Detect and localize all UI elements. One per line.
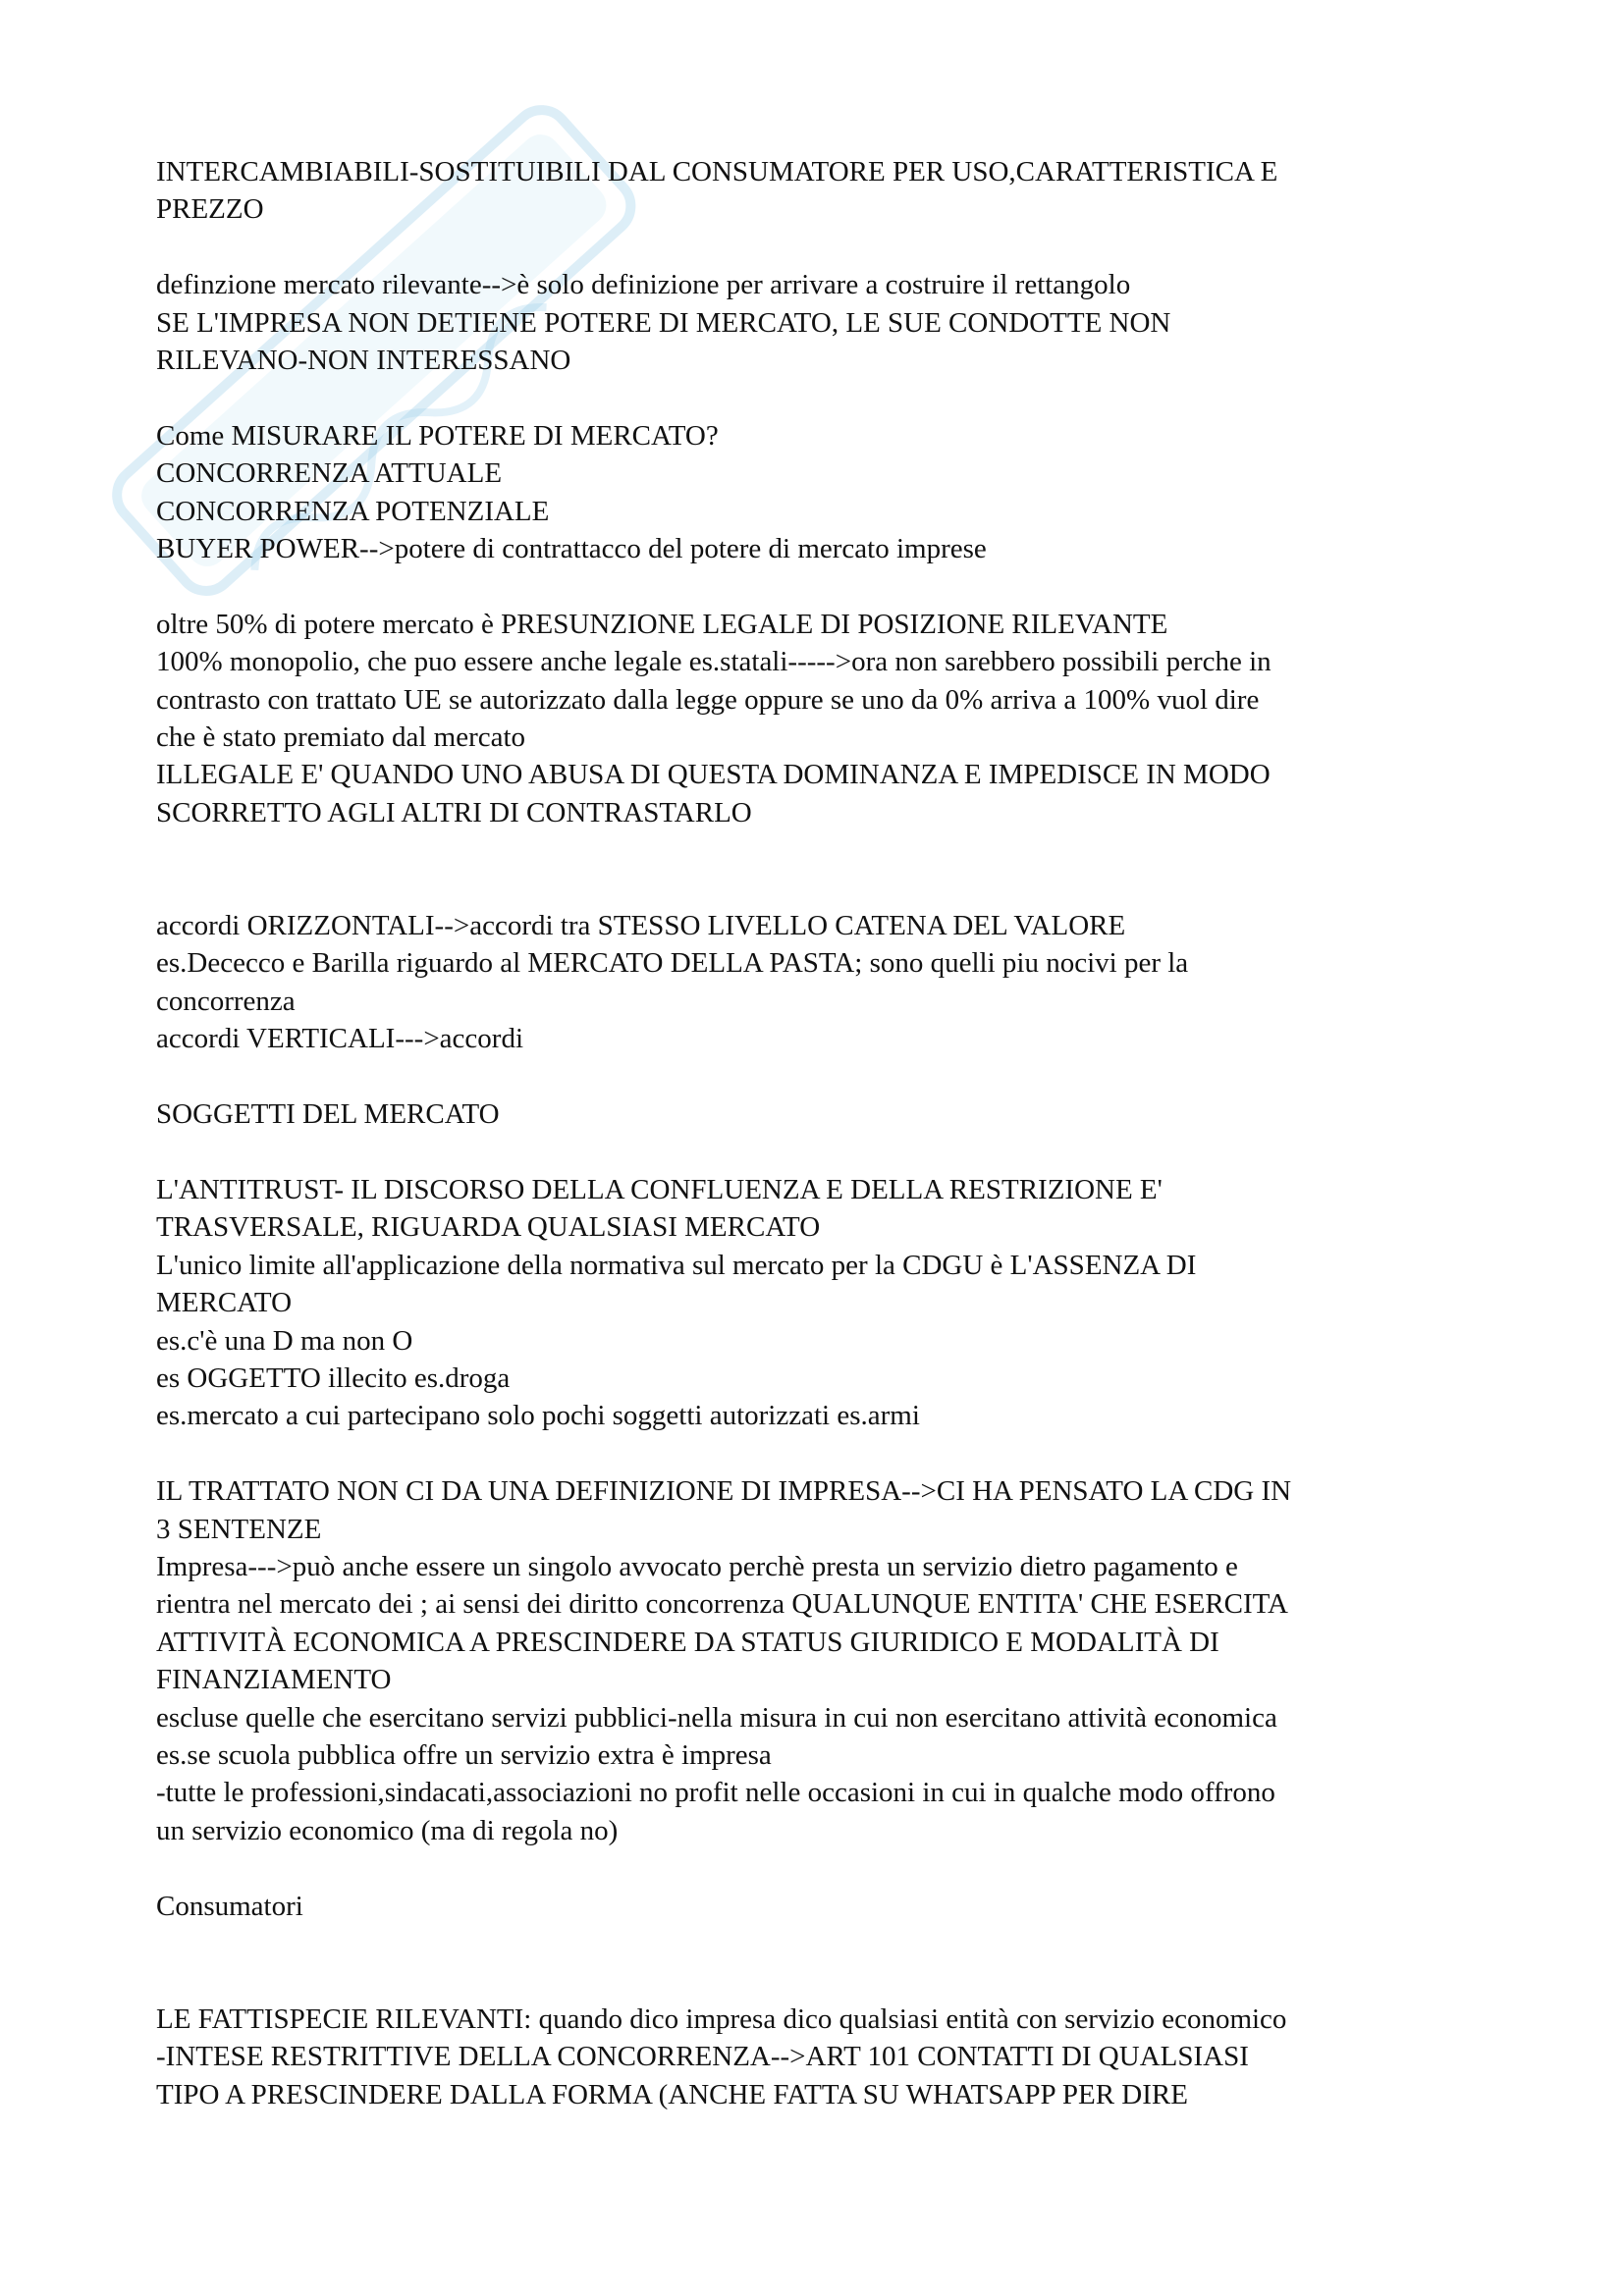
text-line: TIPO A PRESCINDERE DALLA FORMA (ANCHE FATTA SU WHATSAPP PER DIRE: [156, 2078, 1188, 2110]
text-line: Come MISURARE IL POTERE DI MERCATO?: [156, 419, 719, 452]
text-line: PREZZO: [156, 193, 264, 226]
text-line: oltre 50% di potere mercato è PRESUNZIONE LEGALE DI POSIZIONE RILEVANTE: [156, 608, 1168, 640]
text-line: rientra nel mercato dei ; ai sensi dei diritto concorrenza QUALUNQUE ENTITA' CHE ESERCITA: [156, 1588, 1288, 1621]
text-line: TRASVERSALE, RIGUARDA QUALSIASI MERCATO: [156, 1211, 821, 1244]
text-line: 100% monopolio, che puo essere anche legale es.statali----->ora non sarebbero possibili perche in: [156, 646, 1271, 678]
text-line: MERCATO: [156, 1287, 293, 1319]
text-line: IL TRATTATO NON CI DA UNA DEFINIZIONE DI IMPRESA-->CI HA PENSATO LA CDG IN: [156, 1475, 1292, 1508]
text-line: CONCORRENZA POTENZIALE: [156, 495, 550, 527]
document-body: [156, 153, 1482, 2113]
text-line: BUYER POWER-->potere di contrattacco del potere di mercato imprese: [156, 533, 987, 565]
text-line: escluse quelle che esercitano servizi pubblici-nella misura in cui non esercitano attività economica: [156, 1701, 1277, 1734]
text-line: es.Dececco e Barilla riguardo al MERCATO DELLA PASTA; sono quelli piu nocivi per la: [156, 947, 1189, 980]
text-line: SE L'IMPRESA NON DETIENE POTERE DI MERCATO, LE SUE CONDOTTE NON: [156, 306, 1171, 339]
text-line: L'unico limite all'applicazione della normativa sul mercato per la CDGU è L'ASSENZA DI: [156, 1249, 1197, 1281]
text-line: -INTESE RESTRITTIVE DELLA CONCORRENZA-->ART 101 CONTATTI DI QUALSIASI: [156, 2041, 1249, 2073]
text-line: LE FATTISPECIE RILEVANTI: quando dico impresa dico qualsiasi entità con servizio economico: [156, 2002, 1287, 2035]
text-line: ILLEGALE E' QUANDO UNO ABUSA DI QUESTA DOMINANZA E IMPEDISCE IN MODO: [156, 759, 1271, 791]
text-line: es.mercato a cui partecipano solo pochi soggetti autorizzati es.armi: [156, 1400, 920, 1432]
text-line: 3 SENTENZE: [156, 1513, 322, 1545]
text-line: accordi VERTICALI--->accordi: [156, 1023, 523, 1055]
text-line: RILEVANO-NON INTERESSANO: [156, 345, 571, 377]
text-line: es OGGETTO illecito es.droga: [156, 1362, 511, 1394]
text-line: L'ANTITRUST- IL DISCORSO DELLA CONFLUENZA E DELLA RESTRIZIONE E': [156, 1173, 1163, 1205]
section-heading: Consumatori: [156, 1890, 303, 1922]
text-line: SCORRETTO AGLI ALTRI DI CONTRASTARLO: [156, 796, 752, 828]
text-line: INTERCAMBIABILI-SOSTITUIBILI DAL CONSUMATORE PER USO,CARATTERISTICA E: [156, 156, 1278, 187]
text-line: concorrenza: [156, 985, 296, 1017]
text-line: definzione mercato rilevante-->è solo definizione per arrivare a costruire il rettangolo: [156, 269, 1131, 301]
text-line: CONCORRENZA ATTUALE: [156, 457, 503, 490]
text-line: ATTIVITÀ ECONOMICA A PRESCINDERE DA STATUS GIURIDICO E MODALITÀ DI: [156, 1626, 1219, 1658]
text-line: -tutte le professioni,sindacati,associazioni no profit nelle occasioni in cui in qualche modo offrono: [156, 1777, 1275, 1809]
text-line: contrasto con trattato UE se autorizzato dalla legge oppure se uno da 0% arriva a 100% vuol dire: [156, 683, 1260, 716]
text-line: accordi ORIZZONTALI-->accordi tra STESSO LIVELLO CATENA DEL VALORE: [156, 910, 1126, 942]
text-line: che è stato premiato dal mercato: [156, 721, 526, 754]
text-line: un servizio economico (ma di regola no): [156, 1814, 619, 1846]
text-line: Impresa--->può anche essere un singolo avvocato perchè presta un servizio dietro pagamento e: [156, 1550, 1238, 1582]
text-line: FINANZIAMENTO: [156, 1664, 392, 1696]
text-line: es.se scuola pubblica offre un servizio extra è impresa: [156, 1738, 772, 1771]
text-line: es.c'è una D ma non O: [156, 1324, 413, 1357]
section-heading: SOGGETTI DEL MERCATO: [156, 1098, 500, 1131]
